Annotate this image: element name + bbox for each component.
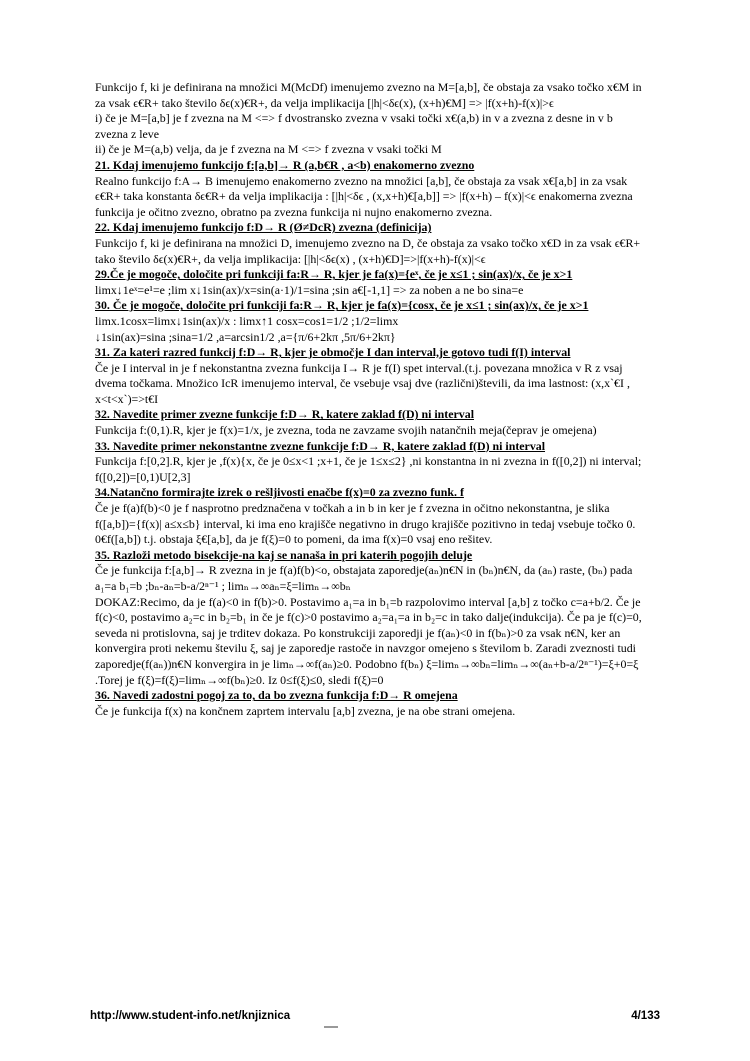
question-34-heading: 34.Natančno formirajte izrek o rešljivosti enačbe f(x)=0 za zvezno funk. f (95, 485, 464, 500)
answer-33: Funkcija f:[0,2].R, kjer je ,f(x){x, če je 0≤x<1 ;x+1, če je 1≤x≤2} ,ni konstantna in ni zvezna in f([0,2]) ni interval; f([0,2])=[0,1)U[2,3] (95, 454, 642, 484)
answer-31: Če je I interval in je f nekonstantna zvezna funkcija I→ R je f(I) spet interval.(t.j. povezana množica v R z vsaj dvema točkama. Množico IcR imenujemo interval, če vsebuje vsaj dve (različni)števili, da ima lastnost: (x,x`€I , x<t<x`)=>t€I (95, 360, 630, 406)
answer-30-line-2: ↓1sin(ax)=sina ;sina=1/2 ,a=arcsin1/2 ,a={π/6+2kπ ,5π/6+2kπ} (95, 329, 396, 344)
question-35-heading: 35. Razloži metodo bisekcije-na kaj se nanaša in pri katerih pogojih deluje (95, 547, 473, 562)
question-33-heading: 33. Navedite primer nekonstantne zvezne funkcije f:D→ R, katere zaklad f(D) ni interval (95, 438, 546, 453)
footer-decoration (324, 1026, 338, 1028)
question-36-heading: 36. Navedi zadostni pogoj za to, da bo zvezna funkcija f:D→ R omejena (95, 688, 458, 703)
answer-34: Če je f(a)f(b)<0 je f nasprotno predznačena v točkah a in b in ker je f zvezna in očitno nekonstantna, je slika f([a,b])={f(x)| a≤x≤b} interval, ki ima eno krajišče negativno in drugo krajišče pozitivno in tedaj vsebuje točko 0. 0€f([a,b]) t.j. obstaja ξ€[a,b], da je f(ξ)=0 to pomeni, da ima f(x)=0 vsaj eno rešitev. (95, 501, 636, 547)
question-31-heading: 31. Za kateri razred funkcij f:D→ R, kjer je območje I dan interval,je gotovo tudi f(I) interval (95, 345, 571, 360)
answer-36: Če je funkcija f(x) na končnem zaprtem intervalu [a,b] zvezna, je na obe strani omejena. (95, 703, 516, 718)
question-30-heading: 30. Če je mogoče, določite pri funkciji fa:R→ R, kjer je fa(x)={cosx, če je x≤1 ; sin(ax)/x, če je x>1 (95, 298, 589, 313)
question-29-heading: 29.Če je mogoče, določite pri funkciji fa:R→ R, kjer je fa(x)={eˣ, če je x≤1 ; sin(ax)/x, če je x>1 (95, 267, 573, 282)
answer-22: Funkcijo f, ki je definirana na množici D, imenujemo zvezno na D, če obstaja za vsako točko x€D in za vsak ϵ€R+ tako število δϵ(x)€R+, da velja implikacija: [|h|<δϵ(x) , (x+h)€D]=>|f(x+h)-f(x)|<ϵ (95, 235, 641, 266)
footer-url: http://www.student-info.net/knjiznica (90, 1010, 291, 1022)
intro-item-i: i) če je M=[a,b] je f zvezna na M <=> f dvostransko zvezna v vsaki točki x€(a,b) in v a zvezna z desne in v b zvezna z leve (95, 111, 613, 141)
answer-21: Realno funkcijo f:A→ B imenujemo enakomerno zvezno na množici [a,b], če obstaja za vsak x€[a,b] in za vsak ϵ€R+ taka konstanta δϵ€R+ da velja implikacija : [|h|<δϵ , (x,x+h)€[a,b]] => |f(x+h) – f(x)|<ϵ enakomerna zvezna funkcija je očitno zvezno, obratno pa zvezna funkcija ni nujno enakomerno zvezna. (95, 173, 633, 219)
intro-item-ii: ii) če je M=(a,b) velja, da je f zvezna na M <=> f zvezna v vsaki točki M (95, 142, 442, 157)
question-22-heading: 22. Kdaj imenujemo funkcijo f:D→ R (Ø≠DcR) zvezna (definicija) (95, 220, 432, 235)
answer-35-proof: DOKAZ:Recimo, da je f(a)<0 in f(b)>0. Postavimo a₁=a in b₁=b razpolovimo interval [a,b] z točko c=a+b/2. Če je f(c)<0, postavimo a₂=c in b₂=b₁ in če je f(c)>0 postavimo a₂=a₁=a in b₂=c in tako dalje(indukcija). Če pa je f(c)=0, seveda ni protislovna, saj je trditev dokaza. Po konstrukciji zaporedji je f(aₙ)<0 in f(bₙ)>0 za vsak n€N, ker an konvergira proti nekemu številu ξ, saj je zaporedje rastoče in navzgor omejeno s številom b. Zaradi zveznosti tudi zaporedje(f(aₙ))n€N konvergira in je limₙ→∞f(aₙ)≥0. Podobno f(bₙ) ξ=limₙ→∞bₙ=limₙ→∞(aₙ+b-a/2ⁿ⁻¹)=ξ+0=ξ .Torej je f(ξ)=f(ξ)=limₙ→∞f(bₙ)≥0. Iz 0≤f(ξ)≤0, sledi f(ξ)=0 (95, 594, 642, 687)
answer-32: Funkcija f:(0,1).R, kjer je f(x)=1/x, je zvezna, toda ne zavzame svojih natančnih meja(čeprav je omejena) (95, 423, 597, 438)
answer-30-line-1: limx.1cosx=limx↓1sin(ax)/x : limx↑1 cosx=cos1=1/2 ;1/2=limx (95, 313, 399, 328)
intro-paragraph: Funkcijo f, ki je definirana na množici M(McDf) imenujemo zvezno na M=[a,b], če obstaja za vsako točko x€M in za vsak ϵ€R+ tako število δϵ(x)€R+, da velja implikacija [|h|<δϵ(x), (x+h)€M] => |f(x+h)-f(x)|>ϵ (95, 80, 642, 110)
page-number: 4/133 (631, 1010, 660, 1022)
question-32-heading: 32. Navedite primer zvezne funkcije f:D→ R, katere zaklad f(D) ni interval (95, 407, 474, 422)
answer-29: limx↓1eˣ=e¹=e ;lim x↓1sin(ax)/x=sin(a·1)/1=sina ;sin a€[-1,1] => za noben a ne bo sina=e (95, 282, 524, 297)
question-21-heading: 21. Kdaj imenujemo funkcijo f:[a,b]→ R (a,b€R , a<b) enakomerno zvezno (95, 157, 475, 172)
answer-35-statement: Če je funkcija f:[a,b]→ R zvezna in je f(a)f(b)<o, obstajata zaporedje(aₙ)n€N in (bₙ)n€N, da (aₙ) raste, (bₙ) pada a₁=a b₁=b ;bₙ-aₙ=b-a/2ⁿ⁻¹ ; limₙ→∞aₙ=ξ=limₙ→∞bₙ (95, 563, 633, 593)
document-body (95, 80, 645, 719)
